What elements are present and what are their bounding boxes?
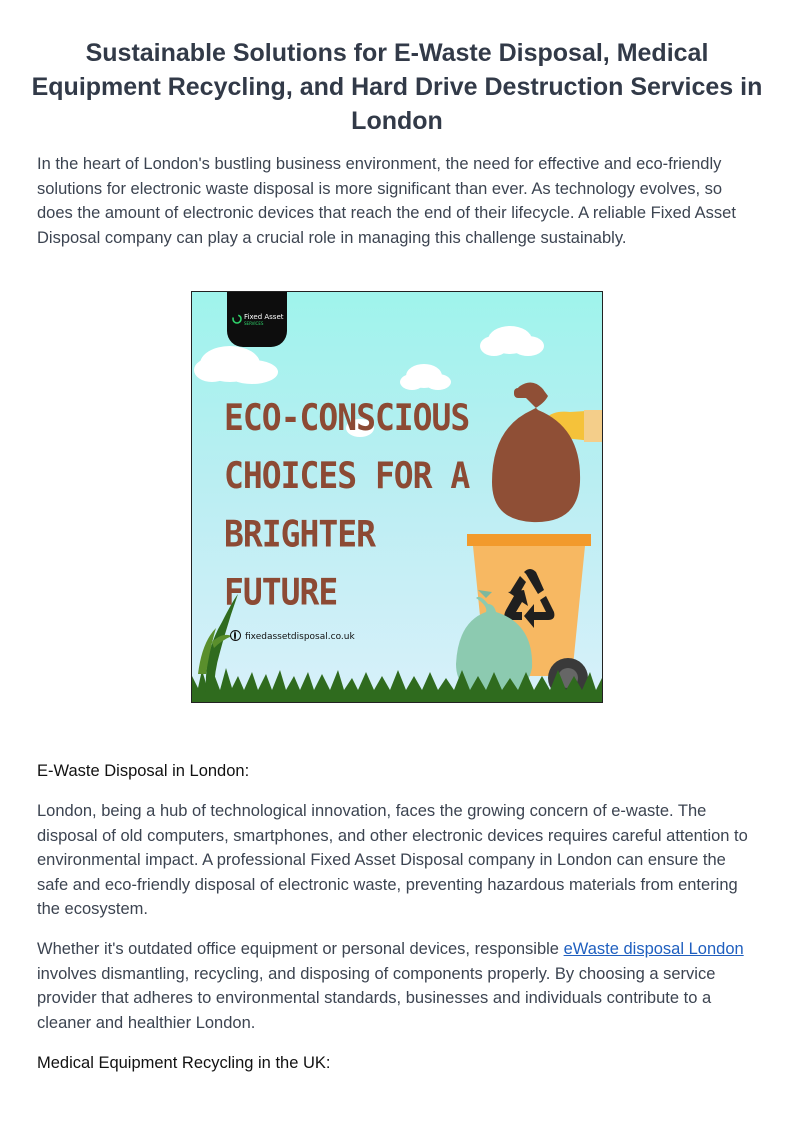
section-heading-medical: Medical Equipment Recycling in the UK:: [37, 1054, 331, 1072]
slogan-line: CHOICES FOR A: [224, 454, 470, 497]
brand-badge: [227, 292, 287, 347]
slogan-line: ECO-CONSCIOUS: [224, 395, 470, 439]
banner-website: fixedassetdisposal.co.uk: [230, 630, 355, 642]
ewaste-paragraph-2: Whether it's outdated office equipment or personal devices, responsible eWaste disposal London involves dismantling, recycling, and disposing of components properly. By choosing a service provider that adheres to environmental standards, businesses and individuals contribute to a cleaner and healthier London.: [37, 940, 744, 1032]
section-heading-ewaste: E-Waste Disposal in London:: [37, 762, 250, 780]
eco-banner-image: [191, 291, 603, 703]
ewaste-paragraph-1: London, being a hub of technological innovation, faces the growing concern of e-waste. The disposal of old computers, smartphones, and other electronic devices requires careful attention to environmental impact. A professional Fixed Asset Disposal company in London can ensure the safe and eco-friendly disposal of electronic waste, preventing hazardous materials from entering the ecosystem.: [37, 802, 748, 918]
slogan-line: BRIGHTER: [224, 512, 375, 556]
ewaste-disposal-link[interactable]: eWaste disposal London: [563, 940, 744, 958]
slogan-line: FUTURE: [224, 570, 338, 614]
intro-paragraph: In the heart of London's bustling business environment, the need for effective and eco-friendly solutions for electronic waste disposal is more significant than ever. As technology evolves, so does the amount of electronic devices that reach the end of their lifecycle. A reliable Fixed Asset Disposal company can play a crucial role in managing this challenge sustainably.: [37, 155, 736, 247]
brand-logo-icon: [232, 314, 242, 324]
banner-slogan: [224, 388, 514, 621]
page-title: Sustainable Solutions for E-Waste Disposal, Medical Equipment Recycling, and Hard Drive Destruction Services in London: [31, 39, 763, 135]
globe-icon: [230, 630, 241, 641]
brand-name: Fixed Asset SERVICES: [244, 313, 284, 326]
